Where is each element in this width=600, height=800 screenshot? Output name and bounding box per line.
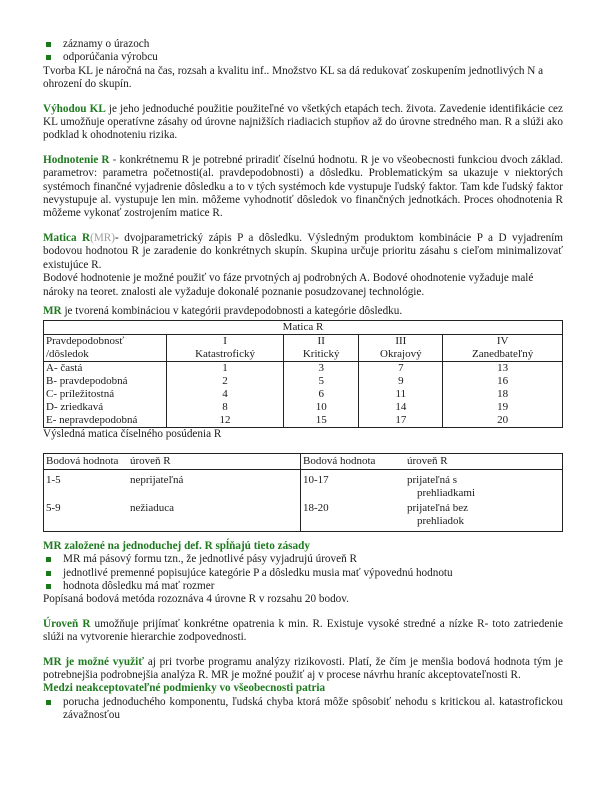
matrix-cell: 2 — [167, 375, 284, 388]
matrix-cell: 14 — [359, 401, 443, 414]
paragraph-uroven: Úroveň R umožňuje prijímať konkrétne opatrenia k min. R. Existuje vysoké stredné a nízke R- toto zatriedenie slúži na vytvorenie hierarchie zodpovednosti. — [43, 617, 564, 644]
heading-uroven: Úroveň R — [43, 617, 91, 630]
matrix-cell: 20 — [443, 414, 563, 428]
matrix-cell: 7 — [359, 362, 443, 376]
matrix-cell: 13 — [443, 362, 563, 376]
heading-zasady: MR založené na jednoduchej def. R spĺňajú tieto zásady — [43, 539, 310, 552]
matrix-col-header: I Katastrofický — [167, 335, 284, 362]
list-item: jednotlivé premenné popisujúce kategórie P a dôsledku musia mať výpovednú hodnotu — [43, 567, 563, 580]
matrix-row-label: C- príležitostná — [44, 388, 167, 401]
score-header: Bodová hodnota — [44, 453, 129, 469]
level-cell: neprijateľná — [130, 473, 184, 486]
matrix-cell: 9 — [359, 375, 443, 388]
paragraph-hodnotenie: Hodnotenie R - konkrétnemu R je potrebné priradiť číselnú hodnotu. R je vo všeobecnosti funkciou dvoch základ. parametrov: parametra početnosti(al. pravdepodobnosti) a dôsledku. Problematickým sa ukazuje v niektorých systémoch finančné vyjadrenie dôsledku a to v tých systémoch kde vystupuje ľudský faktor. Tam kde ľudský faktor nevystupuje al. vystupuje len min. môžeme vyhodnotiť dôsledok vo finančných jednotkách. Proces ohodnotenia R môžeme vykonať zostrojením matice R. — [43, 153, 564, 220]
heading-neakcept: Medzi neakceptovateľné podmienky vo všeobecnosti patria — [43, 682, 326, 695]
heading-hodnotenie: Hodnotenie R - — [43, 153, 117, 166]
paragraph-popisana: Popísaná bodová metóda rozoznáva 4 úrovne R v rozsahu 20 bodov. — [43, 593, 349, 606]
matrix-cell: 15 — [284, 414, 359, 428]
matrix-row-label: B- pravdepodobná — [44, 375, 167, 388]
matrix-col-header: IV Zanedbateľný — [443, 335, 563, 362]
list-item: odporúčania výrobcu — [43, 51, 563, 64]
matrix-cell: 10 — [284, 401, 359, 414]
paragraph-mr-intro: MR je tvorená kombináciou v kategórii pravdepodobnosti a kategórie dôsledku. — [43, 304, 403, 317]
matrix-cell: 3 — [284, 362, 359, 376]
matrix-cell: 16 — [443, 375, 563, 388]
matrix-cell: 6 — [284, 388, 359, 401]
list-item: MR má pásový formu tzn., že jednotlivé pásy vyjadrujú úroveň R — [43, 553, 563, 566]
document-page — [43, 38, 563, 723]
level-cell: nežiaduca — [130, 501, 174, 514]
score-cell: 18-20 — [301, 501, 406, 529]
matrix-cell: 19 — [443, 401, 563, 414]
level-cell: prijateľná bez prehliadok — [405, 501, 563, 529]
matrix-corner: Pravdepodobnosť /dôsledok — [44, 335, 167, 362]
matrix-row-label: E- nepravdepodobná — [44, 414, 167, 428]
paragraph-bodove: Bodové hodnotenie je možné použiť vo fáze prvotných aj podrobných A. Bodové ohodnotenie vyžaduje malé nároky na teoret. znalosti ale vyžaduje dokonalé poznanie posudzovanej technológie. — [43, 272, 534, 298]
paragraph-kl: Tvorba KL je náročná na čas, rozsah a kvalitu inf.. Množstvo KL sa dá redukovať zoskupením jednotlivých N a ohrození do skupín. — [43, 64, 544, 91]
heading-mr: MR — [43, 304, 62, 317]
matrix-cell: 12 — [167, 414, 284, 428]
score-header: Bodová hodnota — [301, 453, 406, 469]
matrix-caption: Výsledná matica číselného posúdenia R — [43, 428, 222, 441]
score-cell: 5-9 — [44, 501, 129, 529]
matrix-title: Matica R — [44, 321, 563, 335]
matrix-cell: 17 — [359, 414, 443, 428]
matrix-row-label: A- častá — [44, 362, 167, 376]
paragraph-vyhodou: Výhodou KL je jeho jednoduché použitie použiteľné vo všetkých etapách tech. života. Zavedenie identifikácie cez KL umožňuje operatívne zásahy od úrovne najnižších riadiacich stupňov až do úrovne stredného man. R a slúži ako podklad k ohodnoteniu rizika. — [43, 102, 563, 142]
score-cell: 1-5 — [44, 469, 129, 501]
level-header: úroveň R — [405, 453, 563, 469]
risk-matrix-table — [43, 320, 563, 428]
paragraph-matica: Matica R(MR)- dvojparametrický zápis P a dôsledku. Výsledným produktom kombinácie P a D vyjadrením bodovou hodnotou R je zaradenie do konkrétnych skupín. Skupina určuje prioritu zásahu s cieľom minimalizovať existujúce R. — [43, 231, 563, 271]
list-item: porucha jednoduchého komponentu, ľudská chyba ktorá môže spôsobiť nehodu s kritickou al. katastrofickou závažnosťou — [43, 696, 563, 723]
list-item: hodnota dôsledku má mať rozmer — [43, 580, 563, 593]
heading-matica: Matica R — [43, 231, 91, 244]
matrix-cell: 18 — [443, 388, 563, 401]
paragraph-vyuzit: MR je možné využiť aj pri tvorbe programu analýzy rizikovosti. Platí, že čím je menšia bodová hodnota tým je potrebnejšia podrobnejšia analýza R. MR je možné použiť aj v procese návrhu hraníc akceptovateľnosti R. — [43, 655, 563, 681]
matrix-cell: 8 — [167, 401, 284, 414]
matrix-col-header: II Kritický — [284, 335, 359, 362]
matrix-cell: 5 — [284, 375, 359, 388]
heading-vyhodou: Výhodou KL — [43, 102, 106, 115]
matrix-row-label: D- zriedkavá — [44, 401, 167, 414]
list-item: záznamy o úrazoch — [43, 38, 563, 51]
matrix-cell: 11 — [359, 388, 443, 401]
level-cell: prijateľná s prehliadkami — [405, 469, 563, 501]
matrix-col-header: III Okrajový — [359, 335, 443, 362]
level-header: úroveň R — [128, 453, 301, 469]
score-cell: 10-17 — [301, 469, 406, 501]
score-level-table — [43, 453, 563, 532]
matrix-cell: 4 — [167, 388, 284, 401]
matrix-cell: 1 — [167, 362, 284, 376]
heading-vyuzit: MR je možné využiť — [43, 655, 145, 668]
